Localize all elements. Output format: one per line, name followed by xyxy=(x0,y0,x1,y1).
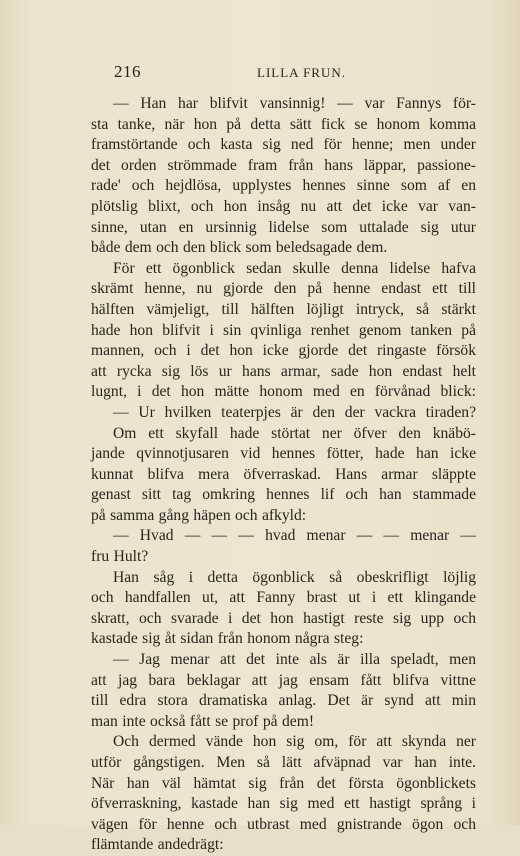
text-line: både dem och den blick som beledsagade dem. xyxy=(91,239,388,257)
text-line: sta tanke, när hon på detta sätt fick se honom komma xyxy=(91,115,476,133)
text-line: hälften vämjeligt, till hälften löjligt intryck, så stärkt xyxy=(91,300,476,318)
text-line: utför gångstigen. Men så lätt afväpnad var han inte. xyxy=(91,754,476,771)
text-line: — Hvad — — — hvad menar — — menar — xyxy=(113,527,476,545)
text-line: skrämt henne, nu gjorde den på henne endast ett till xyxy=(91,280,476,298)
text-line: till edra stora dramatiska anlag. Det är synd att min xyxy=(91,692,476,710)
text-line: flämtande andedrägt: xyxy=(91,836,224,854)
text-line: Han såg i detta ögonblick så obeskrifligt löjlig xyxy=(113,568,476,586)
body-text xyxy=(91,94,476,856)
text-line: att rycka sig lös ur hans armar, sade hon endast helt xyxy=(91,362,476,380)
text-line: När han väl hämtat sig från det första ögonblickets xyxy=(91,774,476,792)
text-line: För ett ögonblick sedan skulle denna lidelse hafva xyxy=(113,259,476,277)
text-line: sinne, utan en ursinnig lidelse som uttalade sig utur xyxy=(91,218,476,236)
text-line: lugnt, i det hon mätte honom med en förvånad blick: xyxy=(91,383,476,401)
text-line: rade' och hejdlösa, upplystes hennes sinne som af en xyxy=(91,177,476,195)
text-line: — Han har blifvit vansinnig! — var Fannys för- xyxy=(113,95,476,112)
page-header xyxy=(92,62,452,84)
text-line: kastade sig åt sidan från honom några steg: xyxy=(91,630,364,648)
text-line: öfverraskning, kastade han sig med ett hastigt språng i xyxy=(91,795,476,813)
text-line: man inte också fått se prof på dem! xyxy=(91,712,315,730)
text-line: framstörtande och kasta sig ned för henne; men under xyxy=(91,136,476,154)
text-line: det orden strömmade fram från hans läppar, passione- xyxy=(91,156,476,174)
text-line: — Ur hvilken teaterpjes är den der vackra tiraden? xyxy=(113,403,476,421)
text-line: på samma gång häpen och afkyld: xyxy=(91,506,307,524)
text-line: kunnat blifva mera öfverraskad. Hans armar släppte xyxy=(91,465,476,483)
text-line: fru Hult? xyxy=(91,548,149,566)
text-line: vägen för henne och utbrast med gnistrande ögon och xyxy=(91,815,476,833)
page-number: 216 xyxy=(114,62,141,81)
text-line: genast sitt tag omkring hennes lif och han stammade xyxy=(91,486,476,504)
text-line: plötslig blixt, och hon insåg nu att det icke var van- xyxy=(91,197,476,215)
text-line: Och dermed vände hon sig om, för att skynda ner xyxy=(113,733,476,751)
text-line: att jag bara beklagar att jag ensam fått blifva vittne xyxy=(91,671,476,689)
text-line: Om ett skyfall hade störtat ner öfver den knäbö- xyxy=(113,424,476,442)
text-line: hade hon blifvit i sin qvinliga renhet genom tanken på xyxy=(91,321,476,339)
text-line: mannen, och i det hon icke gjorde det ringaste försök xyxy=(91,342,476,360)
text-line: och handfallen ut, att Fanny brast ut i ett klingande xyxy=(91,589,476,607)
text-line: — Jag menar att det inte als är illa speladt, men xyxy=(113,651,476,669)
running-title: LILLA FRUN. xyxy=(257,65,346,80)
text-line: jande qvinnotjusaren vid hennes fötter, hade han icke xyxy=(91,445,476,463)
text-line: skratt, och svarade i det hon hastigt reste sig upp och xyxy=(91,609,476,627)
